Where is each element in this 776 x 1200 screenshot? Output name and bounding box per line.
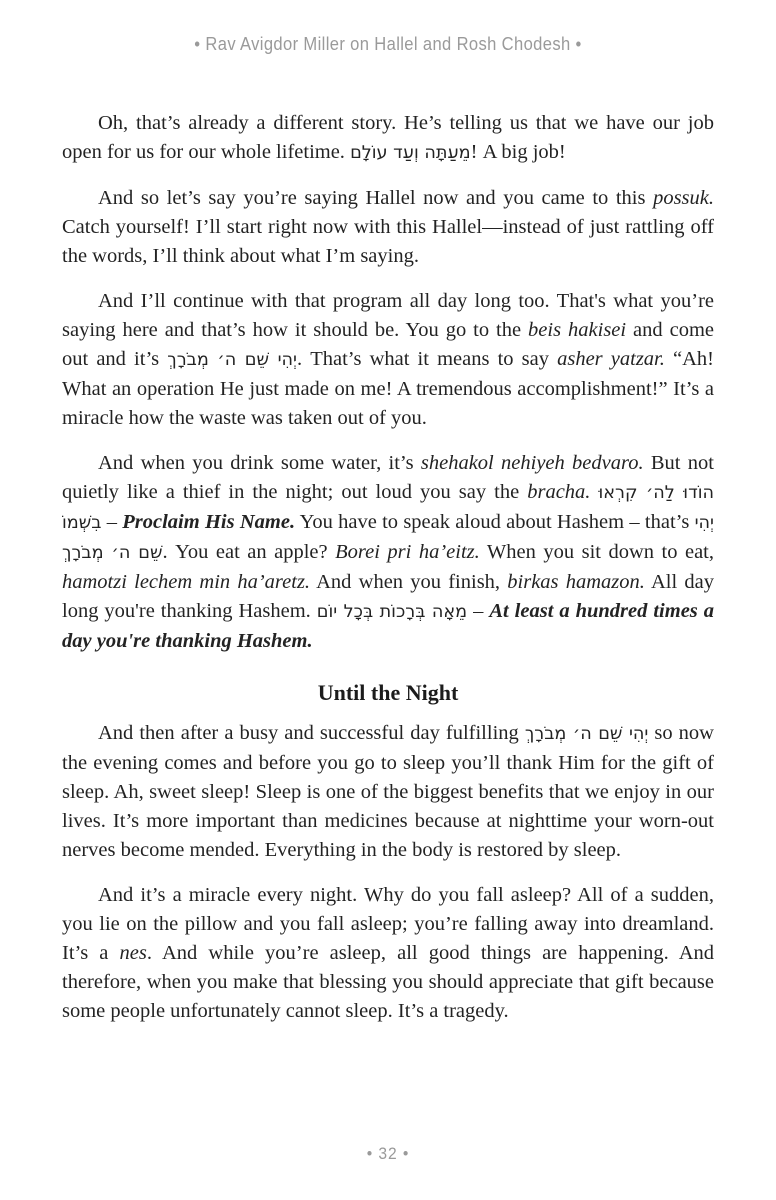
page-body [62,109,714,1026]
text-run: shehakol nehiyeh bedvaro. [420,452,644,474]
text-run: bracha. [527,481,591,503]
text-run: And when you drink some water, it’s [98,452,421,474]
paragraph [62,719,714,865]
text-run: All day long you're thanking Hashem. [62,571,714,622]
text-run: birkas hamazon. [507,571,645,593]
hebrew-phrase: יְהִי שֵׁם ה׳ מְבֹרָךְ [167,350,297,370]
text-run: beis hakisei [528,319,627,341]
hebrew-phrase: מֵעַתָּה וְעַד עוֹלָם [350,143,471,163]
text-run: possuk. [653,187,714,209]
text-run: And I’ll continue with that program all day long too. That's what you’re saying here and that’s how it should be. You go to the [62,290,714,341]
text-run: . And while you’re asleep, all good things are happening. And therefore, when you make that blessing you should appreciate that gift because some people unfortunately cannot sleep. It’s a tragedy. [62,942,715,1022]
hebrew-phrase: הוֹדוּ לַה׳ קִרְאוּ בִשְׁמוֹ [62,483,714,533]
page-number: • 32 • [366,1144,410,1163]
text-run: nes [119,942,147,964]
text-run: hamotzi lechem min ha’aretz. [62,571,311,593]
text-run: But not quietly like a thief in the night; out loud you say the [62,452,714,503]
text-run: Oh, that’s already a different story. He’s telling us that we have our job open for us for our whole lifetime. [62,112,714,163]
paragraph [62,287,714,433]
text-run: “Ah! What an operation He just made on me! A tremendous accomplishment!” It’s a miracle how the waste was taken out of you. [62,348,714,429]
text-run: . That’s what it means to say [296,348,558,370]
text-run: At least a hundred times a day you're thanking Hashem. [62,600,715,652]
hebrew-phrase: יְהִי שֵׁם ה׳ מְבֹרָךְ [62,513,714,563]
running-header: • Rav Avigdor Miller on Hallel and Rosh Chodesh • [194,34,582,54]
text-run: . You eat an apple? [162,541,336,563]
paragraph [62,881,714,1026]
hebrew-phrase: יְהִי שֵׁם ה׳ מְבֹרָךְ [524,724,649,744]
text-run: When you sit down to eat, [479,541,714,563]
text-run: Proclaim His Name. [122,511,296,533]
text-run: asher yatzar. [557,348,665,370]
text-run: ! A big job! [470,141,566,163]
paragraph [62,109,714,168]
section-heading: Until the Night [317,680,459,705]
text-run: And it’s a miracle every night. Why do you fall asleep? All of a sudden, you lie on the pillow and you fall asleep; you’re falling away into dreamland. It’s a [62,884,714,964]
text-run: Borei pri ha’eitz. [335,541,480,563]
text-run: Catch yourself! I’ll start right now with this Hallel—instead of just rattling off the words, I’ll think about what I’m saying. [62,216,714,267]
text-run: – [467,600,490,622]
text-run: And then after a busy and successful day fulfilling [98,722,525,744]
paragraph [62,184,714,271]
text-run: And so let’s say you’re saying Hallel now and you came to this [98,187,654,209]
text-run: – [101,511,123,533]
hebrew-phrase: מֵאָה בְּרָכוֹת בְּכָל יוֹם [316,602,468,622]
text-run: so now the evening comes and before you go to sleep you’ll thank Him for the gift of sleep. Ah, sweet sleep! Sleep is one of the biggest benefits that we enjoy in our lives. It’s more important than medicines because at nighttime your worn-out nerves become mended. Everything in the body is restored by sleep. [62,722,714,861]
text-run: You have to speak aloud about Hashem – that’s [295,511,695,533]
text-run: And when you finish, [310,571,508,593]
paragraph [62,449,714,656]
text-run: and come out and it’s [62,319,714,370]
